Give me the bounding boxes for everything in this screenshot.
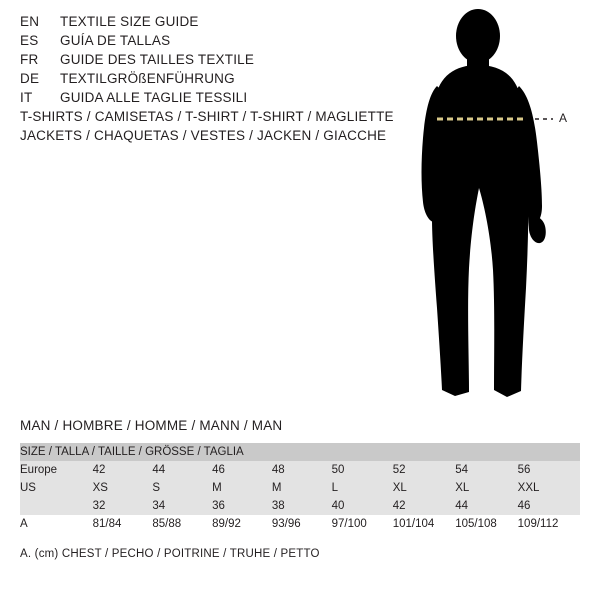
cell: 81/84 [93, 515, 153, 533]
language-list [20, 14, 380, 109]
language-row [20, 14, 380, 33]
cell: S [152, 479, 212, 497]
row-label: A [20, 515, 93, 533]
cell: 97/100 [332, 515, 393, 533]
language-code: IT [20, 90, 33, 105]
cell: 85/88 [152, 515, 212, 533]
category-tshirts: T-SHIRTS / CAMISETAS / T-SHIRT / T-SHIRT / MAGLIETTE [20, 109, 394, 124]
language-title: GUÍA DE TALLAS [60, 33, 171, 48]
language-title: TEXTILGRÖßENFÜHRUNG [60, 71, 235, 86]
cell: 89/92 [212, 515, 272, 533]
table-row [20, 479, 580, 497]
language-title: GUIDA ALLE TAGLIE TESSILI [60, 90, 248, 105]
cell: 34 [152, 497, 212, 515]
category-list [20, 109, 394, 147]
cell: 44 [455, 497, 517, 515]
row-label [20, 497, 93, 515]
table-header-label: SIZE / TALLA / TAILLE / GRÖSSE / TAGLIA [20, 443, 580, 461]
cell: 101/104 [393, 515, 455, 533]
language-row [20, 33, 380, 52]
cell: 93/96 [272, 515, 332, 533]
table-row [20, 515, 580, 533]
cell: 109/112 [518, 515, 580, 533]
language-title: TEXTILE SIZE GUIDE [60, 14, 199, 29]
table-footnote: A. (cm) CHEST / PECHO / POITRINE / TRUHE / PETTO [20, 548, 320, 560]
cell: XL [393, 479, 455, 497]
cell: 44 [152, 461, 212, 479]
table-row-header [20, 443, 580, 461]
cell: 105/108 [455, 515, 517, 533]
cell: 46 [518, 497, 580, 515]
language-title: GUIDE DES TAILLES TEXTILE [60, 52, 255, 67]
cell: M [212, 479, 272, 497]
cell: 46 [212, 461, 272, 479]
chest-marker-label: A [559, 111, 568, 125]
cell: 36 [212, 497, 272, 515]
cell: 48 [272, 461, 332, 479]
table-title: MAN / HOMBRE / HOMME / MANN / MAN [20, 418, 283, 433]
silhouette-icon [395, 8, 595, 403]
language-code: DE [20, 71, 40, 86]
language-row [20, 52, 380, 71]
cell: 40 [332, 497, 393, 515]
cell: 52 [393, 461, 455, 479]
cell: L [332, 479, 393, 497]
language-code: ES [20, 33, 39, 48]
cell: XXL [518, 479, 580, 497]
cell: 42 [393, 497, 455, 515]
language-code: EN [20, 14, 40, 29]
cell: 38 [272, 497, 332, 515]
cell: XL [455, 479, 517, 497]
cell: 32 [93, 497, 153, 515]
cell: 54 [455, 461, 517, 479]
category-jackets: JACKETS / CHAQUETAS / VESTES / JACKEN / GIACCHE [20, 128, 387, 143]
cell: 50 [332, 461, 393, 479]
size-table [20, 443, 580, 533]
male-silhouette-figure [395, 8, 595, 403]
language-row [20, 90, 380, 109]
row-label: Europe [20, 461, 93, 479]
table-row [20, 497, 580, 515]
row-label: US [20, 479, 93, 497]
table-row [20, 461, 580, 479]
cell: 42 [93, 461, 153, 479]
language-row [20, 71, 380, 90]
cell: 56 [518, 461, 580, 479]
cell: XS [93, 479, 153, 497]
language-code: FR [20, 52, 39, 67]
cell: M [272, 479, 332, 497]
